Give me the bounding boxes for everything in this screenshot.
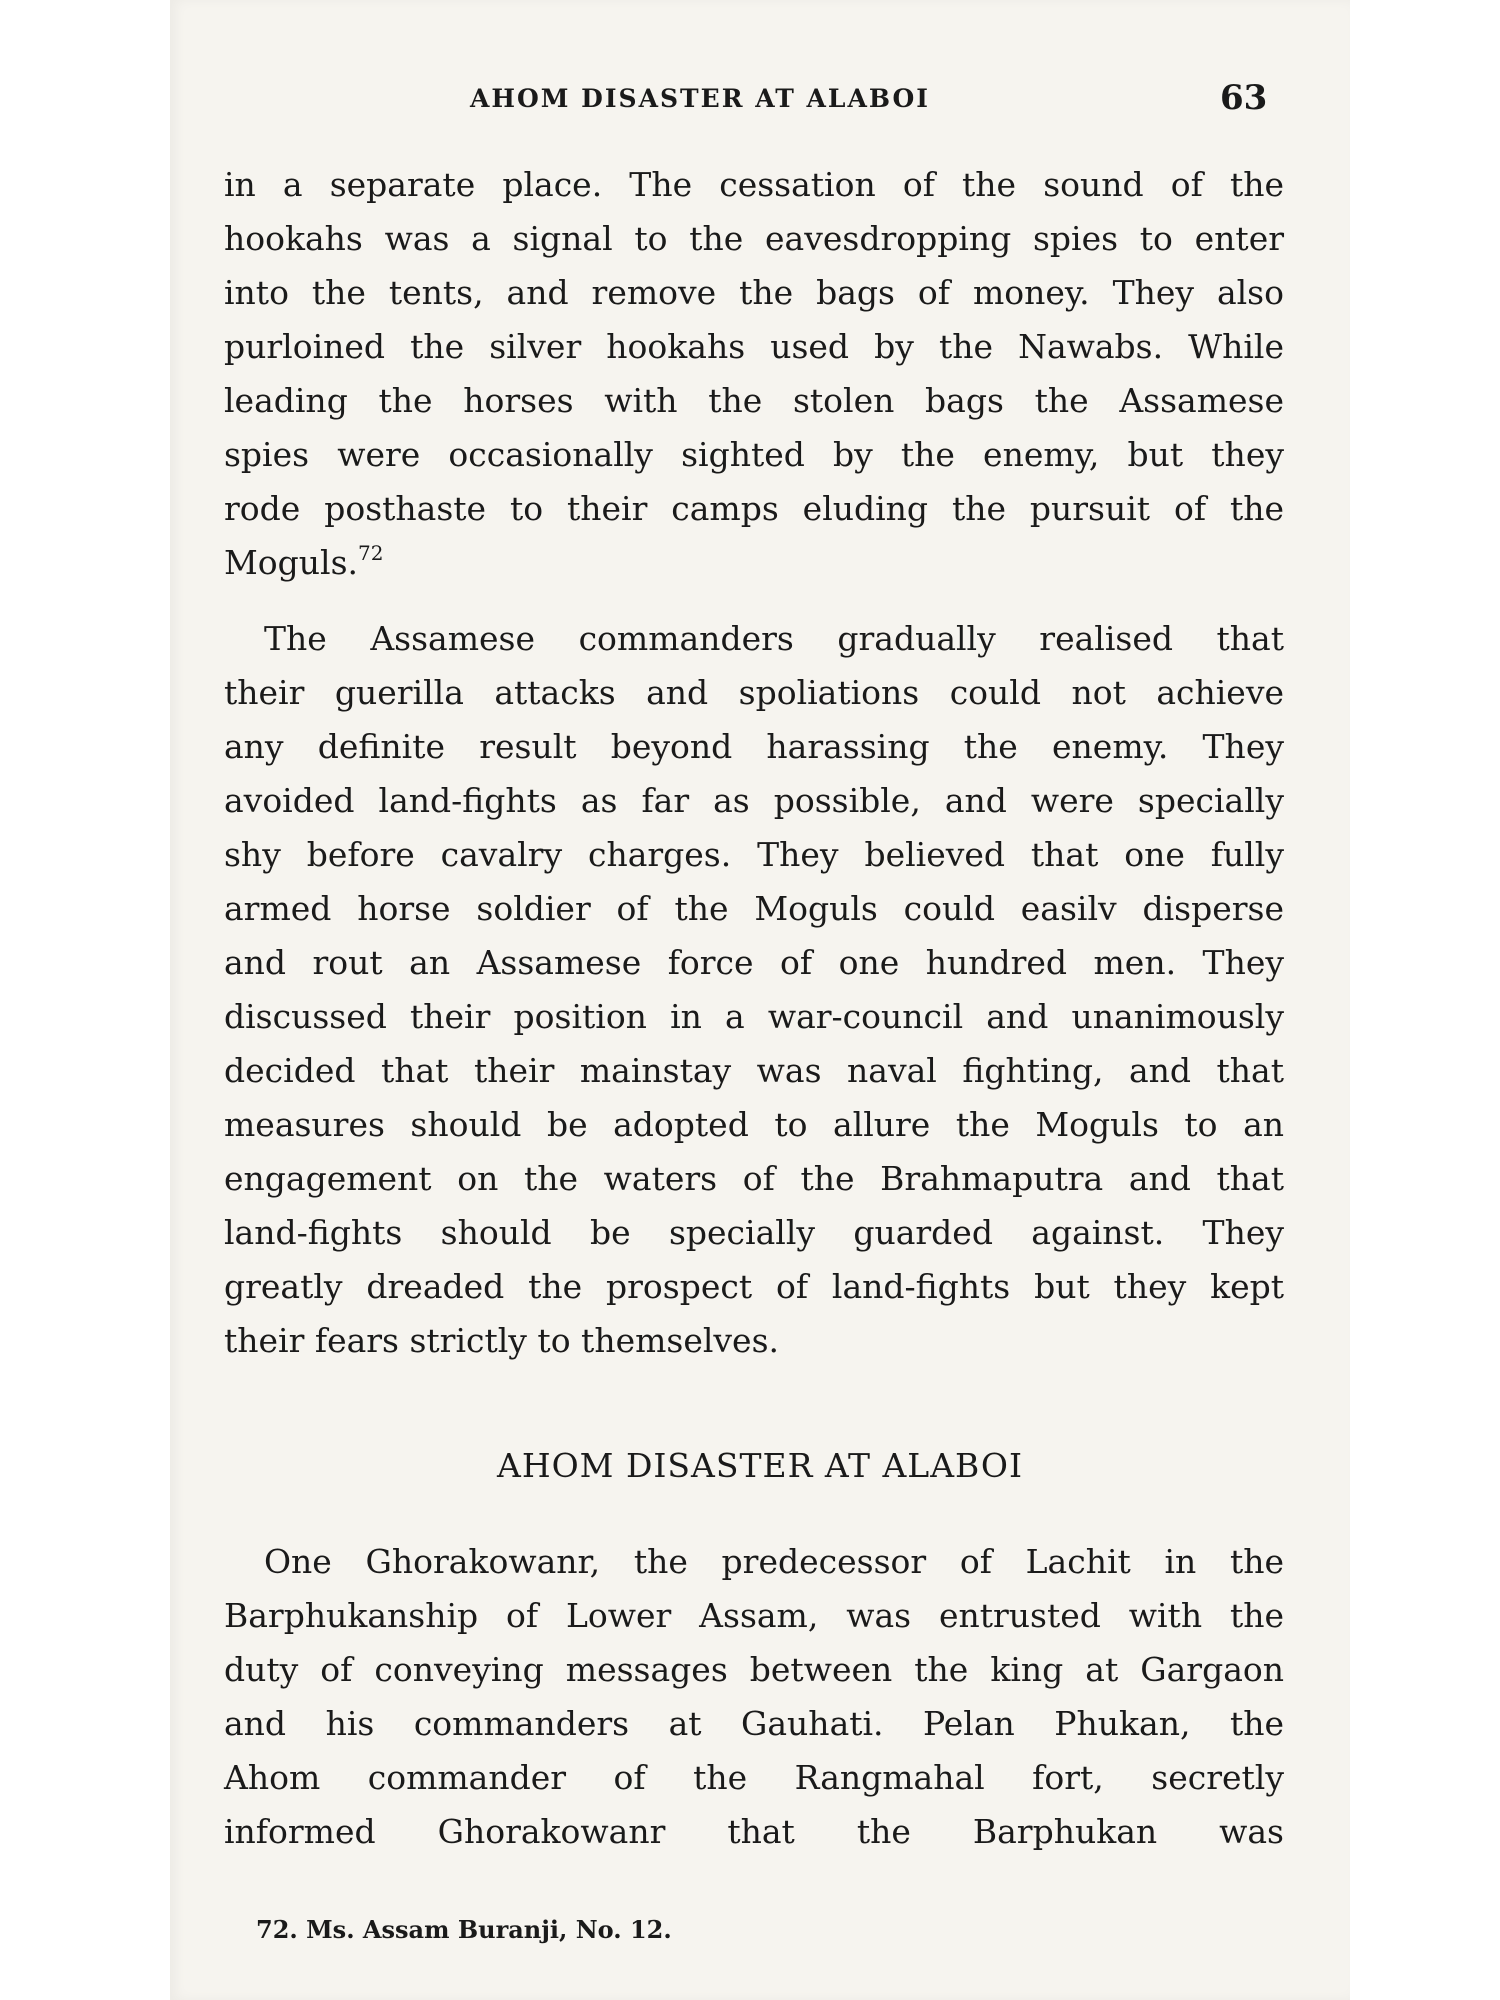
text-line: rode posthaste to their camps eluding the pursuit of the: [224, 489, 1284, 528]
page-number: 63: [1220, 78, 1268, 118]
text-line: Ahom commander of the Rangmahal fort, secretly: [224, 1758, 1284, 1797]
text-line: into the tents, and remove the bags of money. They also: [224, 273, 1284, 312]
paragraph-gap: [224, 590, 1284, 612]
paragraph-1: [224, 158, 1284, 590]
text-line: their fears strictly to themselves.: [224, 1321, 780, 1360]
text-line: avoided land-fights as far as possible, and were specially: [224, 781, 1284, 820]
text-line: The Assamese commanders gradually realised that: [264, 619, 1284, 658]
text-line: spies were occasionally sighted by the enemy, but they: [224, 435, 1284, 474]
text-line: and his commanders at Gauhati. Pelan Phukan, the: [224, 1704, 1284, 1743]
text-line: land-fights should be specially guarded against. They: [224, 1213, 1284, 1252]
text-line: One Ghorakowanr, the predecessor of Lachit in the: [264, 1542, 1284, 1581]
paragraph-2: [224, 612, 1284, 1368]
footnote: 72. Ms. Assam Buranji, No. 12.: [256, 1915, 672, 1944]
text-line: purloined the silver hookahs used by the Nawabs. While: [224, 327, 1284, 366]
text-line: measures should be adopted to allure the Moguls to an: [224, 1105, 1284, 1144]
running-head: [170, 78, 1270, 128]
section-heading: AHOM DISASTER AT ALABOI: [497, 1446, 1023, 1485]
text-line: [224, 536, 1284, 590]
text-line: Barphukanship of Lower Assam, was entrusted with the: [224, 1596, 1284, 1635]
text-line: informed Ghorakowanr that the Barphukan was: [224, 1812, 1284, 1851]
body-text: [224, 158, 1284, 1368]
text-line: any definite result beyond harassing the enemy. They: [224, 727, 1284, 766]
text-line: shy before cavalry charges. They believed that one fully: [224, 835, 1284, 874]
text-line: and rout an Assamese force of one hundred men. They: [224, 943, 1284, 982]
text-line: hookahs was a signal to the eavesdropping spies to enter: [224, 219, 1284, 258]
section-body: [224, 1535, 1284, 1859]
text-line: in a separate place. The cessation of the sound of the: [224, 165, 1284, 204]
footnote-reference: 72: [358, 541, 384, 565]
text-line: discussed their position in a war-council and unanimously: [224, 997, 1284, 1036]
text-line: their guerilla attacks and spoliations could not achieve: [224, 673, 1284, 712]
running-title: AHOM DISASTER AT ALABOI: [470, 84, 930, 113]
text-line: decided that their mainstay was naval fighting, and that: [224, 1051, 1284, 1090]
text-line: engagement on the waters of the Brahmaputra and that: [224, 1159, 1284, 1198]
text-line: duty of conveying messages between the king at Gargaon: [224, 1650, 1284, 1689]
text-line: armed horse soldier of the Moguls could easilv disperse: [224, 889, 1284, 928]
text-line: greatly dreaded the prospect of land-fights but they kept: [224, 1267, 1284, 1306]
text-line-content: Moguls.: [224, 543, 359, 582]
text-line: leading the horses with the stolen bags the Assamese: [224, 381, 1284, 420]
book-page: [170, 0, 1350, 2000]
